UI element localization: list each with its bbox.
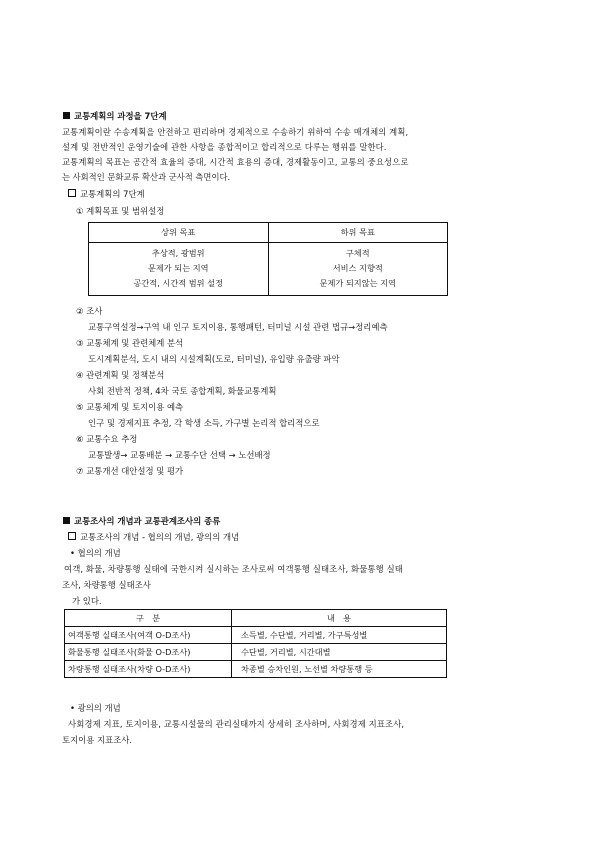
goal-table-lower-cell — [268, 243, 448, 296]
broad-concept-line-2: 토지이용 지표조사. — [62, 735, 133, 745]
survey-type-cell: 여객통행 실태조사(여객 O-D조사) — [65, 627, 232, 644]
upper-goal-item: 문제가 되는 지역 — [147, 263, 209, 273]
step-6-title: ⑥ 교통수요 추정 — [76, 434, 138, 444]
lower-goal-item: 구체적 — [345, 248, 370, 258]
intro-line-3: 교통계획의 목표는 공간적 효율의 증대, 시간적 효용의 증대, 경제활동이고, 교통의 중요성으로 — [62, 157, 409, 167]
step-5-detail: 인구 및 경제지표 추정, 각 학생 소득, 가구별 논리적 합리적으로 — [88, 418, 320, 428]
step-3-title: ③ 교통체계 및 관련체계 분석 — [76, 338, 184, 348]
survey-content-cell: 차종별 승차인원, 노선별 차량통행 등 — [232, 661, 447, 678]
survey-table-header-content: 내 용 — [232, 610, 447, 627]
intro-line-4: 는 사회적인 문화교류 확산과 군사적 측면이다. — [62, 172, 231, 182]
survey-table — [64, 609, 447, 678]
seven-steps-subheading: 교통계획의 7단계 — [68, 188, 145, 200]
square-bullet-icon — [63, 112, 70, 119]
table-row — [65, 644, 447, 661]
section2-heading: 교통조사의 개념과 교통관계조사의 종류 — [63, 515, 220, 527]
intro-line-2: 설계 및 전반적인 운영기술에 관한 사항을 종합적이고 합리적으로 다루는 행위를 말한다. — [62, 142, 387, 152]
goal-table-header-upper: 상위 목표 — [89, 223, 269, 243]
intro-line-1: 교통계획이란 수송계획을 안전하고 편리하며 경제적으로 수송하기 위하여 수송 매개체의 계획, — [62, 127, 409, 137]
table-row — [65, 661, 447, 678]
step-2-title: ② 조사 — [76, 306, 103, 316]
narrow-concept-line-2: 조사, 차량통행 실태조사 — [62, 580, 151, 590]
survey-type-cell: 화물통행 실태조사(화물 O-D조사) — [65, 644, 232, 661]
broad-concept-line-1: 사회경제 지표, 토지이용, 교통시설물의 관리실태까지 상세히 조사하며, 사회경제 지표조사, — [68, 719, 405, 729]
narrow-concept-title: • 협의의 개념 — [70, 548, 121, 558]
hollow-square-bullet-icon — [68, 532, 76, 540]
square-bullet-icon — [63, 517, 70, 524]
concept-subheading: 교통조사의 개념 - 협의의 개념, 광의의 개념 — [68, 531, 239, 543]
survey-content-cell: 수단별, 거리별, 시간대별 — [232, 644, 447, 661]
survey-type-cell: 차량통행 실태조사(차량 O-D조사) — [65, 661, 232, 678]
step-7-title: ⑦ 교통개선 대안설정 및 평가 — [76, 466, 184, 476]
survey-content-cell: 소득별, 수단별, 거리별, 가구특성별 — [232, 627, 447, 644]
goal-table-upper-cell — [89, 243, 269, 296]
step-5-title: ⑤ 교통체계 및 토지이용 예측 — [76, 402, 184, 412]
hollow-square-bullet-icon — [68, 189, 76, 197]
step-6-detail: 교통발생→ 교통배분 → 교통수단 선택 → 노선배정 — [88, 450, 271, 460]
table-row — [65, 627, 447, 644]
narrow-concept-line-1: 여객, 화물, 차량통행 실태에 국한시켜 실시하는 조사로써 여객통행 실태조사, 화물통행 실태 — [64, 564, 403, 574]
section1-heading: 교통계획의 과정을 7단계 — [63, 110, 167, 122]
step-1-title: ① 계획목표 및 범위설정 — [76, 206, 165, 216]
step-3-detail: 도시계획분석, 도시 내의 시설계획(도로, 터미널), 유입량 유출량 파악 — [88, 354, 340, 364]
upper-goal-item: 추상적, 광범위 — [151, 248, 205, 258]
step-4-detail: 사회 전반적 정책, 4차 국토 종합계획, 화물교통계획 — [88, 386, 277, 396]
lower-goal-item: 서비스 지향적 — [332, 263, 383, 273]
goal-table — [88, 222, 448, 296]
broad-concept-title: • 광의의 개념 — [70, 703, 121, 713]
narrow-concept-line-3: 가 있다. — [72, 596, 102, 606]
lower-goal-item: 문제가 되지않는 지역 — [319, 278, 396, 288]
step-4-title: ④ 관련계획 및 정책분석 — [76, 370, 165, 380]
goal-table-header-lower: 하위 목표 — [268, 223, 448, 243]
step-2-detail: 교통구역설정→구역 내 인구 토지이용, 통행패턴, 터미널 시설 관련 법규→정리예측 — [88, 322, 388, 332]
upper-goal-item: 공간적, 시간적 범위 설정 — [133, 278, 223, 288]
survey-table-header-type: 구 분 — [65, 610, 232, 627]
